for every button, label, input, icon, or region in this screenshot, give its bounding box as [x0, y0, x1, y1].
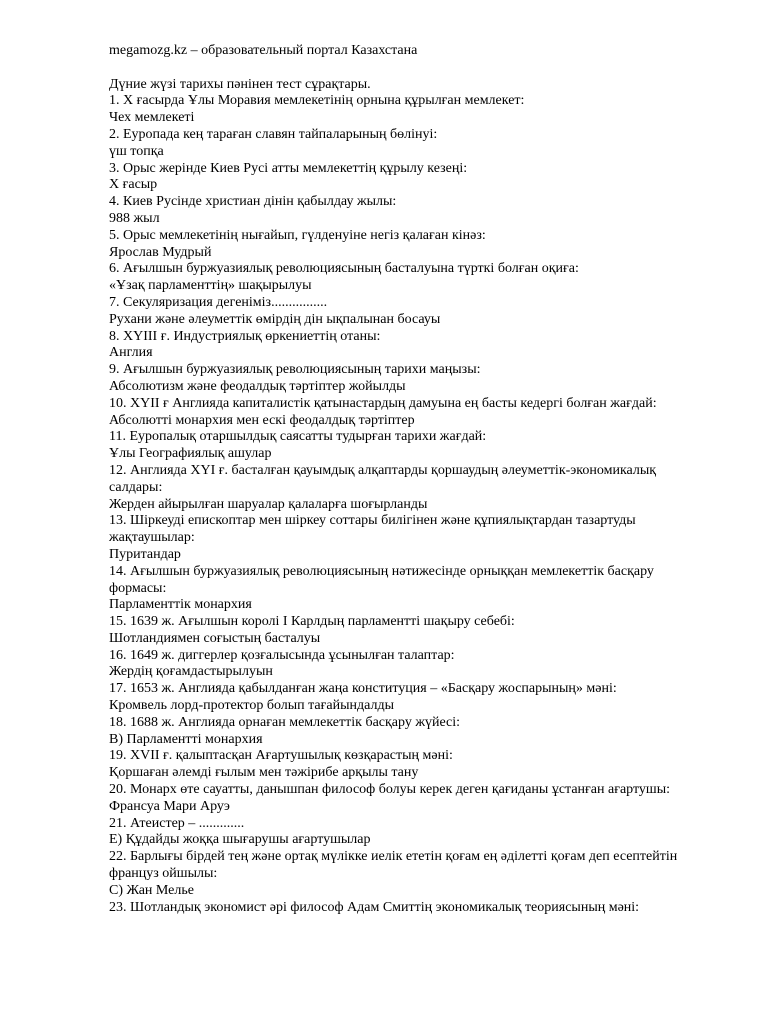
question-text: 8. ХҮІІІ ғ. Индустриялық өркениеттің отаны:: [109, 328, 381, 344]
question-text: 6. Ағылшын буржуазиялық революциясының басталуына түрткі болған оқиға:: [109, 261, 579, 277]
question-text: 1. Х ғасырда Ұлы Моравия мемлекетінің орнына құрылған мемлекет:: [109, 93, 525, 109]
question-text: 20. Монарх өте сауатты, данышпан философ болуы керек деген қағиданы ұстанған ағартушы:: [109, 782, 670, 798]
question-text: 22. Барлығы бірдей тең және ортақ мүлікке иелік ететін қоғам ең әділетті қоғам деп есептейтін француз ойшылы:: [109, 849, 678, 882]
question-text: 4. Киев Русінде христиан дінін қабылдау жылы:: [109, 194, 397, 210]
site-header-line: megamozg.kz – образовательный портал Казахстана: [109, 43, 418, 58]
question-text: 7. Секуляризация дегеніміз................: [109, 294, 328, 310]
answer-text: Парламенттік монархия: [109, 597, 252, 613]
question-text: 17. 1653 ж. Англияда қабылданған жаңа конституция – «Басқару жоспарының» мәні:: [109, 681, 617, 697]
question-text: 11. Еуропалық отаршылдық саясатты тудырған тарихи жағдай:: [109, 429, 487, 445]
document-page: [109, 43, 709, 916]
answer-text: 988 жыл: [109, 210, 160, 226]
answer-text: Англия: [109, 345, 153, 361]
question-text: 12. Англияда ХҮІ ғ. басталған қауымдық алқаптарды қоршаудың әлеуметтік-экономикалық салдары:: [109, 462, 657, 495]
header-spacer: [109, 60, 709, 77]
answer-text: үш топқа: [109, 143, 164, 159]
answer-text: Е) Құдайды жоққа шығарушы ағартушылар: [109, 832, 371, 848]
question-text: 10. ХҮІІ ғ Англияда капиталистік қатынастардың дамуына ең басты кедергі болған жағдай:: [109, 395, 657, 411]
question-text: 3. Орыс жерінде Киев Русі атты мемлекеттің құрылу кезеңі:: [109, 160, 468, 176]
answer-text: Қоршаған әлемді ғылым мен тәжірибе арқылы тану: [109, 765, 419, 781]
answer-text: Пуритандар: [109, 546, 181, 562]
question-text: 19. XVII ғ. қалыптасқан Ағартушылық көзқарастың мәні:: [109, 748, 453, 764]
question-text: 15. 1639 ж. Ағылшын королі І Карлдың парламентті шақыру себебі:: [109, 614, 515, 630]
question-text: 13. Шіркеуді епископтар мен шіркеу соттары билігінен және құпиялықтардан тазартуды жақтаушылар:: [109, 513, 636, 546]
answer-text: В) Парламентті монархия: [109, 731, 263, 747]
answer-text: «Ұзақ парламенттің» шақырылуы: [109, 278, 312, 294]
document-title: Дүние жүзі тарихы пәнінен тест сұрақтары.: [109, 76, 371, 92]
answer-text: Шотландиямен соғыстың басталуы: [109, 630, 321, 646]
answer-text: Жердің қоғамдастырылуын: [109, 664, 273, 680]
answer-text: С) Жан Мелье: [109, 882, 194, 898]
question-text: 9. Ағылшын буржуазиялық революциясының тарихи маңызы:: [109, 362, 481, 378]
answer-text: Жерден айырылған шаруалар қалаларға шоғырланды: [109, 496, 428, 512]
answer-text: Кромвель лорд-протектор болып тағайындалды: [109, 698, 394, 714]
answer-text: Чех мемлекеті: [109, 110, 195, 126]
question-text: 2. Еуропада кең тараған славян тайпаларының бөлінуі:: [109, 126, 438, 142]
answer-text: Ұлы Географиялық ашулар: [109, 446, 272, 462]
question-text: 16. 1649 ж. диггерлер қозғалысында ұсынылған талаптар:: [109, 647, 455, 663]
answer-text: Х ғасыр: [109, 177, 158, 193]
question-text: 14. Ағылшын буржуазиялық революциясының нәтижесінде орныққан мемлекеттік басқару формасы:: [109, 563, 654, 596]
answer-text: Франсуа Мари Аруэ: [109, 798, 230, 814]
answer-text: Рухани және әлеуметтік өмірдің дін ықпалынан босауы: [109, 311, 441, 327]
question-text: 23. Шотландық экономист әрі философ Адам Смиттің экономикалық теориясының мәні:: [109, 899, 640, 915]
answer-text: Абсолютті монархия мен ескі феодалдық тәртіптер: [109, 412, 415, 428]
question-text: 21. Атеистер – .............: [109, 815, 245, 831]
question-list: [109, 93, 709, 916]
answer-text: Ярослав Мудрый: [109, 244, 212, 260]
question-text: 18. 1688 ж. Англияда орнаған мемлекеттік басқару жүйесі:: [109, 714, 461, 730]
question-text: 5. Орыс мемлекетінің нығайып, гүлденуіне негіз қалаған кінәз:: [109, 227, 486, 243]
answer-text: Абсолютизм және феодалдық тәртіптер жойылды: [109, 378, 406, 394]
